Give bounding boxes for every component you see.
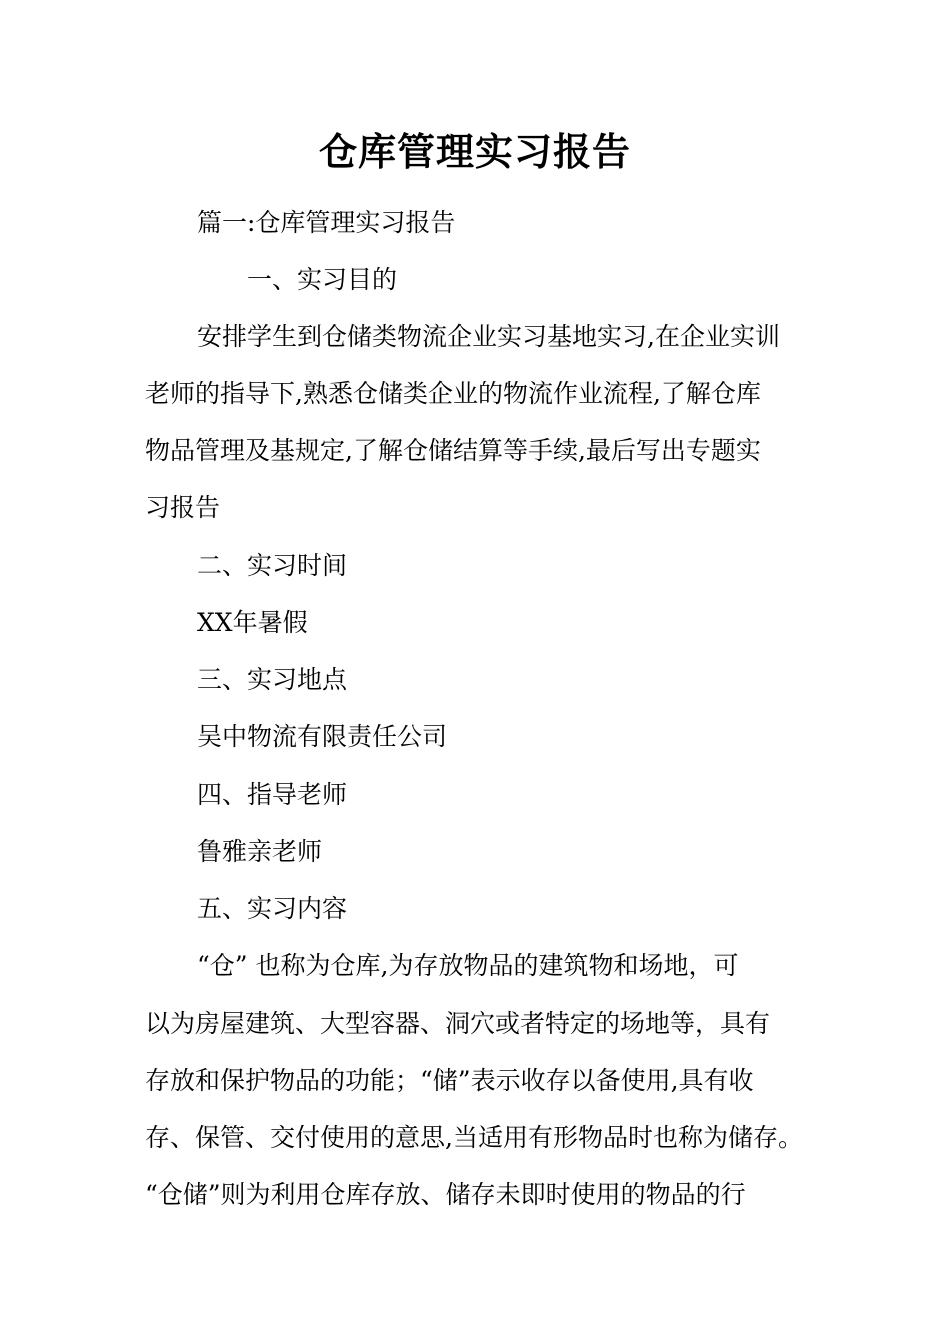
content-line-2: 以为房屋建筑、大型容器、洞穴或者特定的场地等，具有: [145, 1009, 771, 1038]
section-heading-teacher: 四、指导老师: [197, 780, 348, 809]
content-line-1: “仓” 也称为仓库,为存放物品的建筑物和场地，可: [197, 951, 739, 980]
section-content-time: XX年暑假: [197, 608, 308, 637]
purpose-line-4: 习报告: [145, 493, 221, 522]
content-line-3: 存放和保护物品的功能；“储”表示收存以备使用,具有收: [145, 1066, 754, 1095]
purpose-line-3: 物品管理及基规定,了解仓储结算等手续,最后写出专题实: [145, 436, 761, 465]
section-content-teacher: 鲁雅亲老师: [197, 837, 323, 866]
content-line-4: 存、保管、交付使用的意思,当适用有形物品时也称为储存。: [145, 1123, 803, 1152]
purpose-line-2: 老师的指导下,熟悉仓储类企业的物流作业流程,了解仓库: [145, 379, 761, 408]
document-title: 仓库管理实习报告: [318, 130, 631, 174]
content-line-5: “仓储”则为利用仓库存放、储存未即时使用的物品的行: [145, 1180, 746, 1209]
section-heading-location: 三、实习地点: [197, 665, 348, 694]
section-content-location: 吴中物流有限责任公司: [197, 722, 448, 751]
section-heading-content: 五、实习内容: [197, 894, 348, 923]
purpose-line-1: 安排学生到仓储类物流企业实习基地实习,在企业实训: [197, 322, 780, 351]
section-heading-time: 二、实习时间: [197, 551, 348, 580]
document-subtitle: 篇一:仓库管理实习报告: [197, 208, 456, 237]
section-heading-purpose: 一、实习目的: [247, 265, 398, 294]
